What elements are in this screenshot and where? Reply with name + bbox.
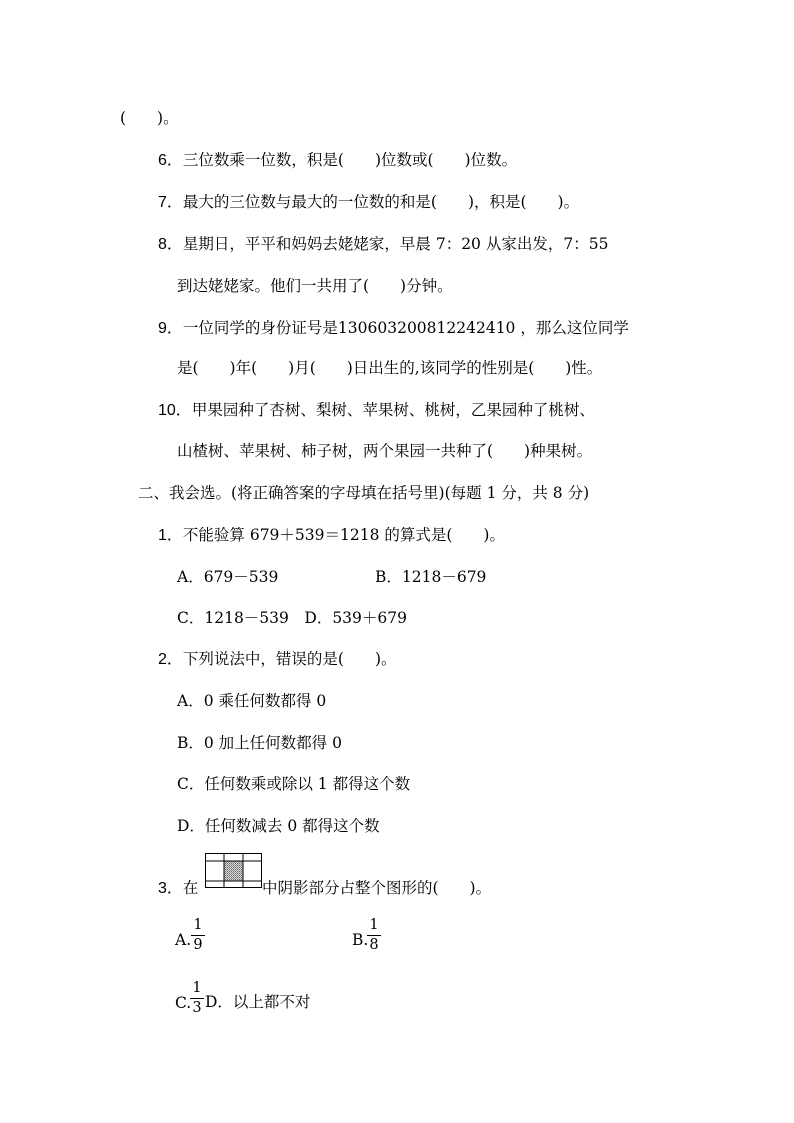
numerator: 1 xyxy=(369,917,379,933)
fraction-bar xyxy=(191,935,205,936)
question-number: 7． xyxy=(158,194,183,211)
question-number: 10． xyxy=(158,402,192,419)
fraction-one-third xyxy=(190,980,204,1017)
option-b: B．1218－679 xyxy=(375,568,487,586)
question-text: 下列说法中，错误的是( )。 xyxy=(182,650,397,668)
question-6 xyxy=(158,150,517,171)
question-text: 不能验算 679＋539＝1218 的算式是( )。 xyxy=(182,526,505,544)
question-10 xyxy=(158,400,595,421)
question-text: 三位数乘一位数，积是( )位数或( )位数。 xyxy=(182,151,518,169)
question-text-before: 在 xyxy=(182,879,199,897)
option-c: C．任何数乘或除以 1 都得这个数 xyxy=(177,775,411,793)
question-9-continued: 是( )年( )月( )日出生的,该同学的性别是( )性。 xyxy=(177,359,603,377)
option-b: B．0 加上任何数都得 0 xyxy=(177,734,342,752)
question-10-continued: 山楂树、苹果树、柿子树，两个果园一共种了( )种果树。 xyxy=(177,442,593,460)
question-number: 3． xyxy=(158,880,183,897)
fraction-bar xyxy=(190,998,204,999)
option-b-label: B. xyxy=(352,931,369,949)
question-number: 6． xyxy=(158,152,183,169)
option-c-label: C. xyxy=(175,994,192,1012)
question-text: 一位同学的身份证号是130603200812242410 ，那么这位同学 xyxy=(182,319,629,337)
option-d: D．任何数减去 0 都得这个数 xyxy=(177,817,380,835)
denominator: 3 xyxy=(192,1000,202,1016)
question-9 xyxy=(158,318,629,339)
option-a: A．679－539 xyxy=(177,568,279,586)
question-8 xyxy=(158,234,608,255)
option-a: A．0 乘任何数都得 0 xyxy=(177,692,327,710)
denominator: 9 xyxy=(193,937,203,953)
question-text-after: 中阴影部分占整个图形的( )。 xyxy=(262,879,492,897)
option-d: D．以上都不对 xyxy=(205,993,311,1011)
question-number: 1． xyxy=(158,527,183,544)
question-7 xyxy=(158,192,579,213)
fraction-bar xyxy=(367,935,381,936)
previous-question-tail: ( )。 xyxy=(120,109,179,127)
fraction-one-ninth xyxy=(191,917,205,954)
choice-question-3 xyxy=(158,878,198,899)
question-text: 星期日，平平和妈妈去姥姥家，早晨 7：20 从家出发，7：55 xyxy=(182,235,609,253)
options-c-d: C．1218－539 D．539＋679 xyxy=(177,609,407,627)
numerator: 1 xyxy=(193,917,203,933)
shaded-cell xyxy=(224,861,243,881)
denominator: 8 xyxy=(369,937,379,953)
question-number: 9． xyxy=(158,320,183,337)
choice-question-2 xyxy=(158,649,397,670)
grid-figure xyxy=(205,853,262,888)
question-number: 2． xyxy=(158,651,183,668)
question-text: 最大的三位数与最大的一位数的和是( )，积是( )。 xyxy=(182,193,580,211)
fraction-one-eighth xyxy=(367,917,381,954)
section-2-heading: 二、我会选。(将正确答案的字母填在括号里)(每题 1 分，共 8 分) xyxy=(138,484,590,502)
choice-question-1 xyxy=(158,525,505,546)
question-number: 8． xyxy=(158,236,183,253)
question-text: 甲果园种了杏树、梨树、苹果树、桃树，乙果园种了桃树、 xyxy=(191,401,595,419)
option-a-label: A. xyxy=(175,931,192,949)
numerator: 1 xyxy=(192,980,202,996)
question-8-continued: 到达姥姥家。他们一共用了( )分钟。 xyxy=(177,277,453,295)
